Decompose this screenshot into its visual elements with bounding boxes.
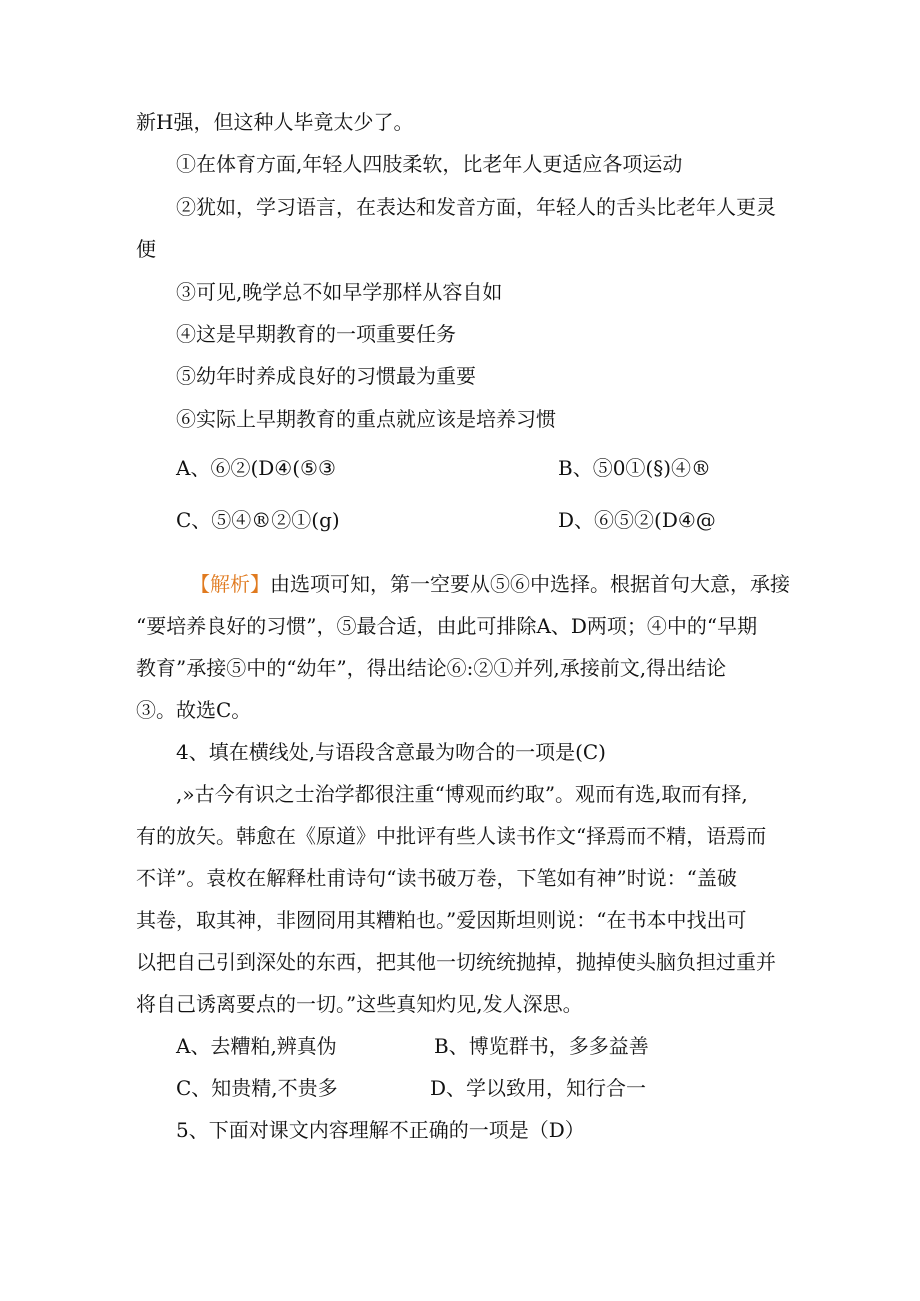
q4-option-b: B、博览群书，多多益善 <box>434 1034 649 1058</box>
sentence-5: ⑤幼年时养成良好的习惯最为重要 <box>176 364 476 388</box>
analysis-line-3: 教育”承接⑤中的“幼年”，得出结论⑥:②①并列,承接前文,得出结论 <box>136 656 727 680</box>
q4-stem: 4、填在横线处,与语段含意最为吻合的一项是(C) <box>176 740 606 764</box>
q4-passage-line-1: ,»古今有识之士治学都很注重“博观而约取”。观而有选,取而有择, <box>176 782 748 806</box>
q4-option-c: C、知贵精,不贵多 <box>176 1076 338 1100</box>
analysis-line-2: “要培养良好的习惯”，⑤最合适，由此可排除A、D两项；④中的“早期 <box>136 614 758 638</box>
q3-option-c: C、⑤④®②①(g) <box>176 508 340 532</box>
q4-option-d: D、学以致用，知行合一 <box>430 1076 647 1100</box>
sentence-1: ①在体育方面,年轻人四肢柔软，比老年人更适应各项运动 <box>176 152 683 176</box>
analysis-tag: 【解析】 <box>190 572 270 596</box>
continuation-line: 新H强，但这种人毕竟太少了。 <box>136 110 414 134</box>
sentence-4: ④这是早期教育的一项重要任务 <box>176 322 456 346</box>
q3-option-a: A、⑥②(D④(⑤③ <box>176 456 336 480</box>
q4-passage-line-5: 以把自己引到深处的东西，把其他一切统统抛掉，抛掉使头脑负担过重并 <box>136 950 776 974</box>
q4-option-a: A、去糟粕,辨真伪 <box>176 1034 337 1058</box>
q4-passage-line-6: 将自己诱离要点的一切。”这些真知灼见,发人深思。 <box>136 992 583 1016</box>
sentence-3: ③可见,晚学总不如早学那样从容自如 <box>176 280 503 304</box>
analysis-line-1-text: 由选项可知，第一空要从⑤⑥中选择。根据首句大意，承接 <box>270 572 790 596</box>
analysis-line-4: ③。故选C。 <box>136 698 252 722</box>
q3-option-d: D、⑥⑤②(D④@ <box>558 508 716 532</box>
q5-stem: 5、下面对课文内容理解不正确的一项是（D） <box>176 1118 585 1142</box>
analysis-line-1 <box>190 570 790 598</box>
q4-passage-line-4: 其卷，取其神，非囫冏用其糟粕也。”爱因斯坦则说：“在书本中找出可 <box>136 908 747 932</box>
q4-passage-line-3: 不详”。袁枚在解释杜甫诗句“读书破万卷，下笔如有神”时说：“盖破 <box>136 866 737 890</box>
sentence-2-wrap: 便 <box>136 237 156 261</box>
q3-option-b: B、⑤0①(§)④® <box>558 456 712 480</box>
q4-passage-line-2: 有的放矢。韩愈在《原道》中批评有些人读书作文“择焉而不精，语焉而 <box>136 824 767 848</box>
sentence-2: ②犹如，学习语言，在表达和发音方面，年轻人的舌头比老年人更灵 <box>176 195 776 219</box>
sentence-6: ⑥实际上早期教育的重点就应该是培养习惯 <box>176 407 556 431</box>
